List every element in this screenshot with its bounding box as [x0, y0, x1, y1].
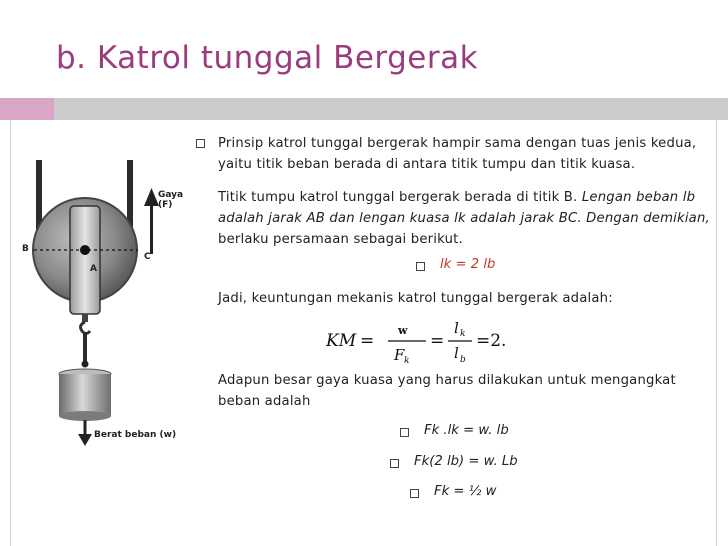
- mechanical-advantage-text: Jadi, keuntungan mekanis katrol tunggal bergerak adalah:: [218, 291, 613, 306]
- lever-equation: lk = 2 lb: [440, 257, 496, 272]
- effort-equation-2: Fk(2 lb) = w. Lb: [414, 454, 518, 469]
- pulley-diagram: [22, 150, 197, 450]
- slide-title: b. Katrol tunggal Bergerak: [56, 40, 479, 76]
- right-border-line: [716, 120, 717, 546]
- equation-intro-text: berlaku persamaan sebagai berikut.: [218, 232, 463, 247]
- title-band: [54, 98, 728, 120]
- effort-equation-1: Fk .lk = w. lb: [424, 423, 509, 438]
- effort-equation-3: Fk = ½ w: [434, 484, 497, 499]
- bullet-square-icon: [400, 428, 409, 437]
- km-formula-graphic: [326, 314, 526, 366]
- title-band-accent: [0, 98, 54, 120]
- svg-text:KM: KM: [326, 331, 357, 351]
- pulley-frame: [70, 206, 100, 314]
- svg-text:w: w: [398, 324, 408, 337]
- bullet-square-icon: [390, 459, 399, 468]
- svg-text:=2.: =2.: [476, 331, 507, 351]
- svg-text:k: k: [404, 356, 410, 366]
- weight-label: Berat beban (w): [94, 430, 177, 440]
- force-arrow: [144, 188, 159, 206]
- svg-text:l: l: [454, 319, 459, 337]
- point-c-label: C: [144, 252, 151, 262]
- svg-text:b: b: [460, 355, 466, 365]
- point-b-label: B: [22, 244, 29, 254]
- fulcrum-paragraph: [218, 187, 714, 250]
- svg-text:=: =: [430, 331, 445, 351]
- bullet-square-icon: [416, 262, 425, 271]
- km-formula: [326, 314, 526, 366]
- bullet-square-icon: [410, 489, 419, 498]
- svg-text:l: l: [454, 344, 459, 362]
- point-a-label: A: [90, 264, 97, 274]
- axle: [80, 245, 90, 255]
- effort-force-text: Adapun besar gaya kuasa yang harus dilakukan untuk mengangkat beban adalah: [218, 373, 676, 409]
- bullet-square-icon: [196, 139, 205, 148]
- weight-arrow: [78, 434, 92, 446]
- lever-arm-text: Lengan beban lb adalah jarak AB dan lengan kuasa lk adalah jarak BC. Dengan demikian,: [218, 190, 710, 226]
- svg-text:k: k: [460, 329, 466, 339]
- force-label: Gaya (F): [158, 190, 184, 210]
- svg-text:F: F: [394, 346, 405, 364]
- fulcrum-text: Titik tumpu katrol tunggal bergerak berada di titik B.: [218, 190, 582, 205]
- svg-text:=: =: [360, 331, 375, 351]
- hook: [81, 322, 90, 334]
- left-border-line: [10, 120, 11, 546]
- principle-text: Prinsip katrol tunggal bergerak hampir sama dengan tuas jenis kedua, yaitu titik beban berada di antara titik tumpu dan titik kuasa.: [218, 136, 697, 172]
- load-weight: [59, 374, 111, 416]
